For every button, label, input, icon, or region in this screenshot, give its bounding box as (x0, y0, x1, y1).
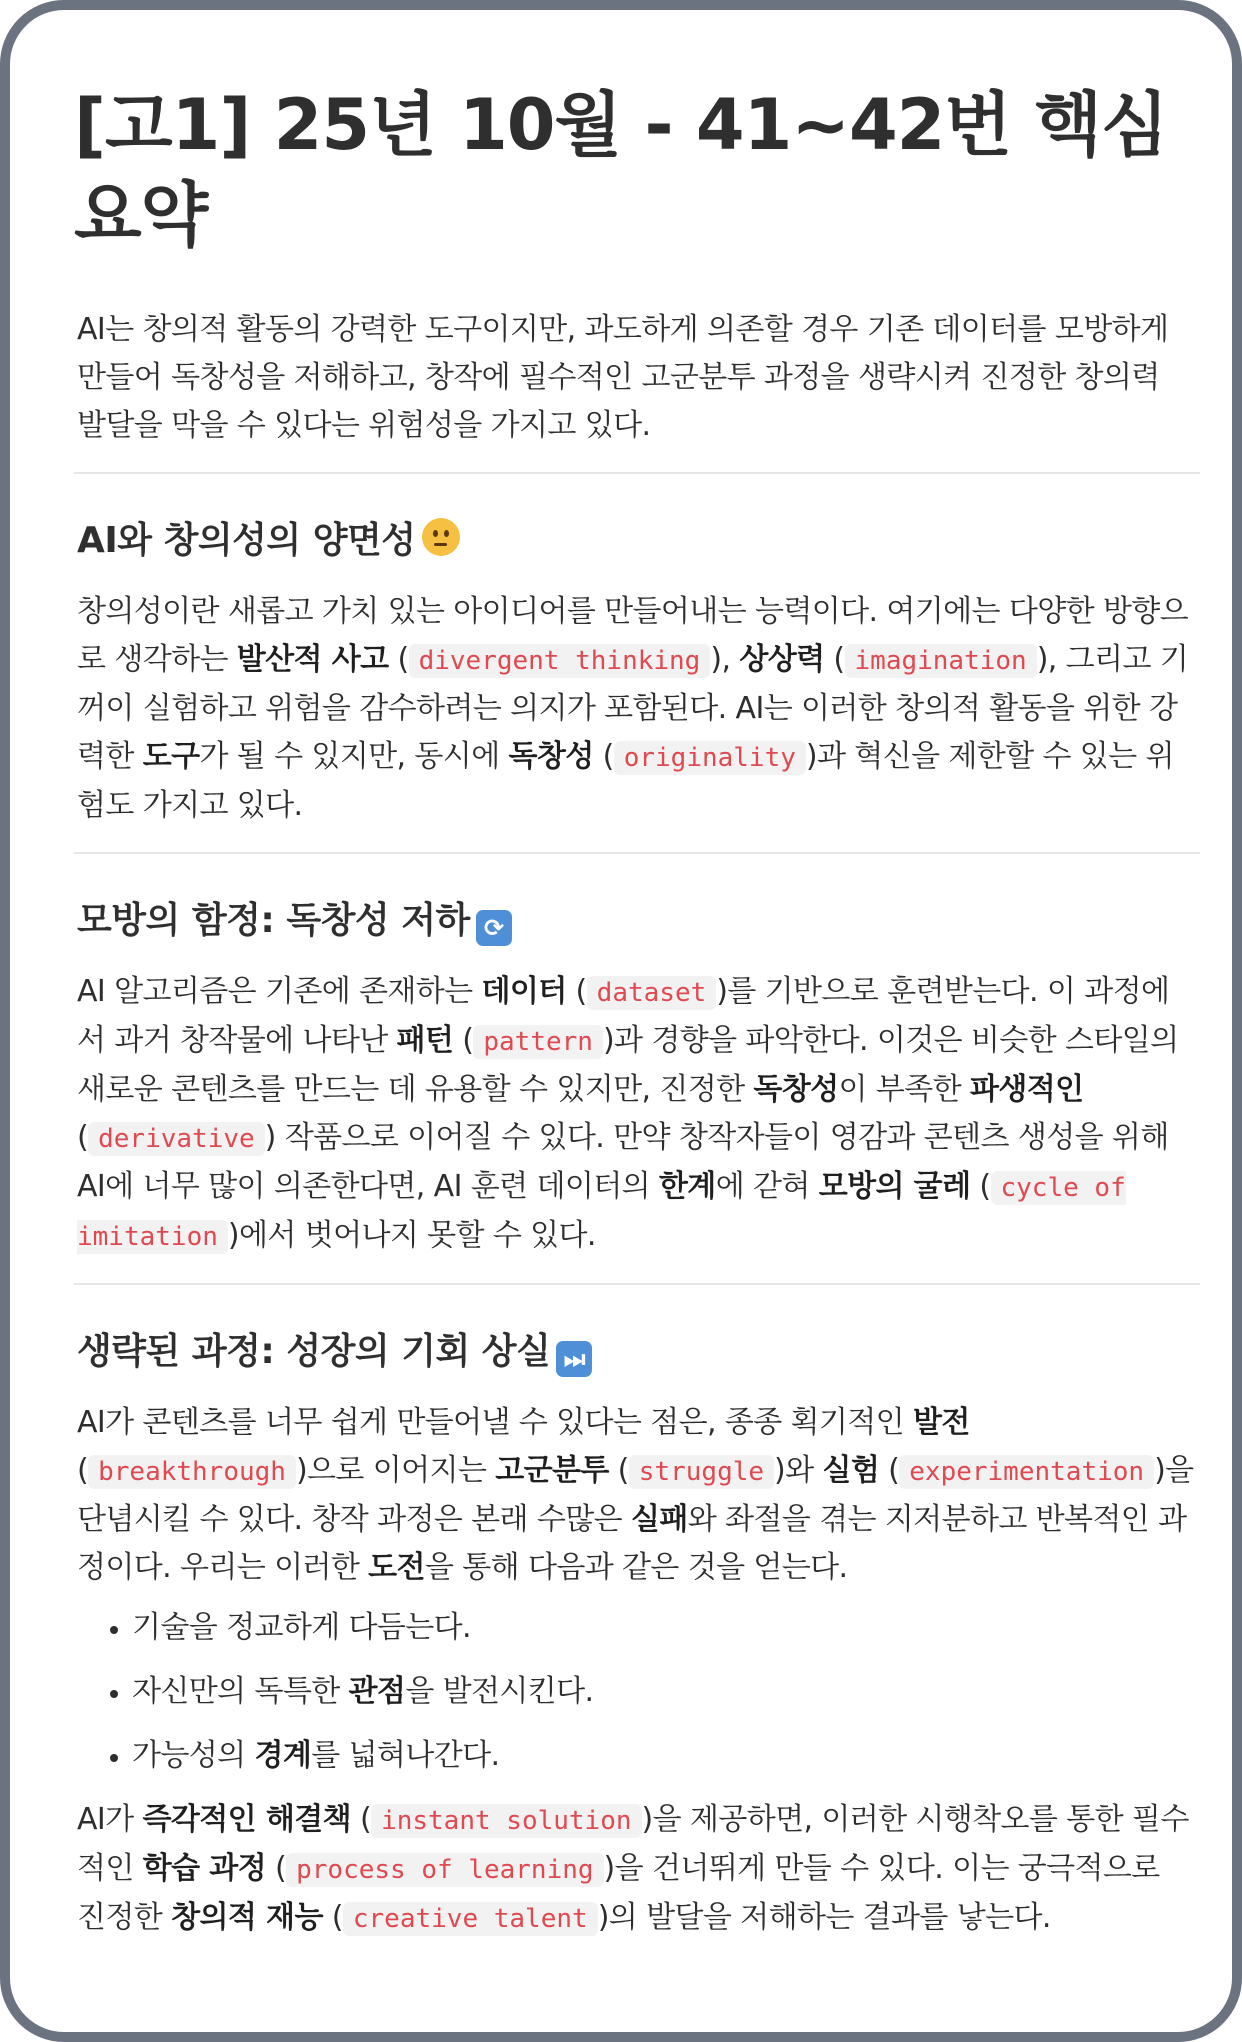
list-item: • 가능성의 경계를 넓혀나간다. (132, 1732, 1200, 1780)
inline-code: pattern (473, 1025, 603, 1059)
inline-code: cycle of imitation (77, 1173, 1126, 1252)
inline-code: experimentation (899, 1455, 1154, 1489)
section-paragraph: 창의성이란 새롭고 가치 있는 아이디어를 만들어내는 능력이다. 여기에는 다양한 방향으로 생각하는 발산적 사고 ( divergent thinking ), 상상력 ( imagination ), 그리고 기꺼이 실험하고 위험을 감수하려는 의지가 포함된다. AI는 이러한 창의적 활동을 위한 강력한 도구가 될 수 있지만, 동시에 독창성 ( originality )과 혁신을 제한할 수 있는 위험도 가지고 있다. (77, 594, 1189, 823)
section-paragraph: AI가 즉각적인 해결책 ( instant solution )을 제공하면, 이러한 시행착오를 통한 필수적인 학습 과정 ( process of learning )을 건너뛰게 만들 수 있다. 이는 궁극적으로 진정한 창의적 재능 ( creative talent )의 발달을 저해하는 결과를 낳는다. (77, 1802, 1189, 1935)
inline-code: derivative (88, 1122, 265, 1156)
intro-paragraph: AI는 창의적 활동의 강력한 도구이지만, 과도하게 의존할 경우 기존 데이터를 모방하게 만들어 독창성을 저해하고, 창작에 필수적인 고군분투 과정을 생략시켜 진정한 창의력 발달을 막을 수 있다는 위험성을 가지고 있다. (77, 312, 1169, 443)
document-body (62, 80, 1200, 1943)
divider (74, 1283, 1200, 1285)
inline-code: process of learning (286, 1853, 603, 1887)
list-item: • 기술을 정교하게 다듬는다. (132, 1604, 1200, 1652)
divider (74, 852, 1200, 854)
inline-code: creative talent (343, 1902, 598, 1936)
divider (74, 472, 1200, 474)
inline-code: divergent thinking (409, 644, 711, 678)
inline-code: breakthrough (88, 1455, 296, 1489)
inline-code: imagination (845, 644, 1037, 678)
bullet-list (62, 1604, 1200, 1780)
section-heading-imitation (77, 896, 1200, 946)
section-paragraph: AI가 콘텐츠를 너무 쉽게 만들어낼 수 있다는 점은, 종종 획기적인 발전 ( breakthrough )으로 이어지는 고군분투 ( struggle )와 실험 ( experimentation )을 단념시킬 수 있다. 창작 과정은 본래 수많은 실패와 좌절을 겪는 지저분하고 반복적인 과정이다. 우리는 이러한 도전을 통해 다음과 같은 것을 얻는다. (77, 1405, 1194, 1585)
fast-forward-icon: ⏭ (556, 1341, 592, 1377)
inline-code: originality (614, 741, 806, 775)
section-heading-text: AI와 창의성의 양면성 (77, 520, 416, 561)
page-title: [고1] 25년 10월 - 41~42번 핵심 요약 (74, 84, 1168, 256)
inline-code: instant solution (371, 1804, 641, 1838)
section-heading-duality (77, 516, 1200, 566)
thinking-face-icon (422, 518, 460, 556)
inline-code: struggle (629, 1455, 774, 1489)
section-paragraph: AI 알고리즘은 기존에 존재하는 데이터 ( dataset )를 기반으로 훈련받는다. 이 과정에서 과거 창작물에 나타난 패턴 ( pattern )과 경향을 파악한다. 이것은 비슷한 스타일의 새로운 콘텐츠를 만드는 데 유용할 수 있지만, 진정한 독창성이 부족한 파생적인 ( derivative ) 작품으로 이어질 수 있다. 만약 창작자들이 영감과 콘텐츠 생성을 위해 AI에 너무 많이 의존한다면, AI 훈련 데이터의 한계에 갇혀 모방의 굴레 ( cycle of imitation )에서 벗어나지 못할 수 있다. (77, 974, 1179, 1253)
section-heading-skipped-process (77, 1327, 1200, 1377)
section-heading-text: 모방의 함정: 독창성 저하 (77, 900, 470, 941)
refresh-icon: ⟳ (476, 910, 512, 946)
section-heading-text: 생략된 과정: 성장의 기회 상실 (77, 1331, 551, 1372)
inline-code: dataset (587, 976, 717, 1010)
list-item: • 자신만의 독특한 관점을 발전시킨다. (132, 1668, 1200, 1716)
